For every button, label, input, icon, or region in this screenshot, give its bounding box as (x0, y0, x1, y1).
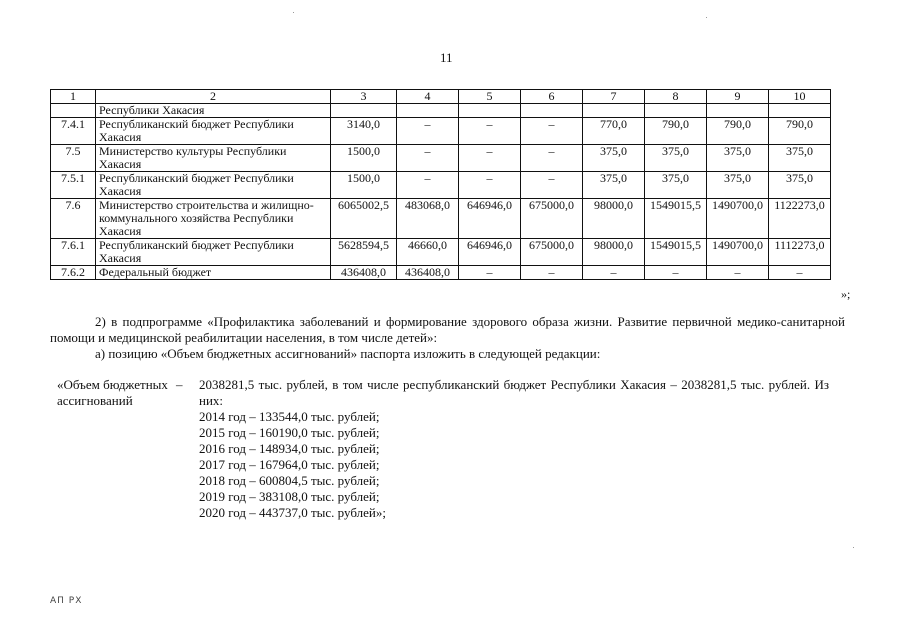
value-cell (397, 104, 459, 118)
paragraph-passport-position: а) позицию «Объем бюджетных ассигнований» паспорта изложить в следующей редакции: (95, 346, 601, 361)
row-code: 7.5 (51, 145, 96, 172)
scan-speck (293, 12, 294, 13)
table-row (51, 145, 831, 172)
footer-stamp: АП РХ (50, 596, 83, 606)
value-cell: 1490700,0 (707, 199, 769, 239)
value-cell: 375,0 (769, 172, 831, 199)
value-cell: 98000,0 (583, 239, 645, 266)
table-body (51, 90, 831, 280)
row-name: Республиканский бюджет Республики Хакасия (96, 239, 331, 266)
value-cell (583, 104, 645, 118)
value-cell (707, 104, 769, 118)
row-code (51, 104, 96, 118)
header-cell: 7 (583, 90, 645, 104)
row-name: Федеральный бюджет (96, 266, 331, 280)
row-name: Министерство культуры Республики Хакасия (96, 145, 331, 172)
value-cell: – (521, 172, 583, 199)
row-name: Республики Хакасия (96, 104, 331, 118)
value-cell: 375,0 (583, 172, 645, 199)
value-cell: 1490700,0 (707, 239, 769, 266)
value-cell: – (397, 118, 459, 145)
value-cell: 790,0 (769, 118, 831, 145)
value-cell: 375,0 (707, 172, 769, 199)
passport-text: 2038281,5 тыс. рублей, в том числе республиканский бюджет Республики Хакасия – 2038281,5 тыс. рублей. Из них: (199, 377, 829, 408)
value-cell: 375,0 (707, 145, 769, 172)
value-cell: 1549015,5 (645, 239, 707, 266)
header-cell: 9 (707, 90, 769, 104)
value-cell: – (521, 145, 583, 172)
value-cell: – (521, 118, 583, 145)
value-cell: 375,0 (645, 145, 707, 172)
year-line: 2015 год – 160190,0 тыс. рублей; (199, 425, 380, 440)
value-cell: 1112273,0 (769, 239, 831, 266)
row-name: Министерство строительства и жилищно-коммунального хозяйства Республики Хакасия (96, 199, 331, 239)
value-cell: 675000,0 (521, 199, 583, 239)
header-cell: 2 (96, 90, 331, 104)
value-cell (331, 104, 397, 118)
row-code: 7.5.1 (51, 172, 96, 199)
header-cell: 1 (51, 90, 96, 104)
row-code: 7.6.1 (51, 239, 96, 266)
value-cell: – (459, 118, 521, 145)
table-row (51, 104, 831, 118)
value-cell: 646946,0 (459, 199, 521, 239)
value-cell: – (707, 266, 769, 280)
budget-table (50, 89, 831, 280)
value-cell: – (521, 266, 583, 280)
value-cell: 436408,0 (397, 266, 459, 280)
value-cell: 5628594,5 (331, 239, 397, 266)
header-cell: 10 (769, 90, 831, 104)
value-cell (521, 104, 583, 118)
year-line: 2017 год – 167964,0 тыс. рублей; (199, 457, 380, 472)
value-cell: 1500,0 (331, 172, 397, 199)
header-cell: 6 (521, 90, 583, 104)
header-cell: 4 (397, 90, 459, 104)
value-cell: 375,0 (769, 145, 831, 172)
page-number: 11 (440, 50, 453, 65)
value-cell: 46660,0 (397, 239, 459, 266)
value-cell: 790,0 (707, 118, 769, 145)
table-row (51, 266, 831, 280)
year-line: 2020 год – 443737,0 тыс. рублей»; (199, 505, 386, 520)
value-cell: 3140,0 (331, 118, 397, 145)
header-cell: 5 (459, 90, 521, 104)
value-cell: – (459, 145, 521, 172)
scan-speck (853, 547, 854, 548)
row-code: 7.6.2 (51, 266, 96, 280)
value-cell: 770,0 (583, 118, 645, 145)
value-cell: 1549015,5 (645, 199, 707, 239)
year-line: 2016 год – 148934,0 тыс. рублей; (199, 441, 380, 456)
value-cell: 1500,0 (331, 145, 397, 172)
value-cell: 375,0 (645, 172, 707, 199)
table-row (51, 118, 831, 145)
year-list (199, 409, 386, 521)
value-cell: 436408,0 (331, 266, 397, 280)
value-cell: – (583, 266, 645, 280)
year-line: 2019 год – 383108,0 тыс. рублей; (199, 489, 380, 504)
value-cell: 98000,0 (583, 199, 645, 239)
value-cell: 790,0 (645, 118, 707, 145)
table-header-row (51, 90, 831, 104)
value-cell (645, 104, 707, 118)
passport-label: «Объем бюджетных ассигнований (57, 377, 168, 408)
table-row (51, 172, 831, 199)
value-cell: 1122273,0 (769, 199, 831, 239)
table-row (51, 199, 831, 239)
scan-speck (706, 17, 707, 18)
row-name: Республиканский бюджет Республики Хакасия (96, 172, 331, 199)
header-cell: 3 (331, 90, 397, 104)
value-cell: 375,0 (583, 145, 645, 172)
table-row (51, 239, 831, 266)
value-cell: 675000,0 (521, 239, 583, 266)
value-cell (769, 104, 831, 118)
year-line: 2018 год – 600804,5 тыс. рублей; (199, 473, 380, 488)
value-cell: – (459, 266, 521, 280)
year-line: 2014 год – 133544,0 тыс. рублей; (199, 409, 380, 424)
value-cell: 6065002,5 (331, 199, 397, 239)
value-cell: – (459, 172, 521, 199)
value-cell: – (397, 145, 459, 172)
paragraph-subprogram: 2) в подпрограмме «Профилактика заболеваний и формирование здорового образа жизни. Развитие первичной медико-санитарной помощи и медицинской реабилитации населения, в том числе детей»: (50, 314, 845, 345)
row-name: Республиканский бюджет Республики Хакасия (96, 118, 331, 145)
closing-quote: »; (841, 287, 851, 301)
value-cell: – (645, 266, 707, 280)
row-code: 7.4.1 (51, 118, 96, 145)
header-cell: 8 (645, 90, 707, 104)
row-code: 7.6 (51, 199, 96, 239)
passport-dash: – (176, 377, 183, 392)
value-cell: 646946,0 (459, 239, 521, 266)
value-cell (459, 104, 521, 118)
value-cell: – (769, 266, 831, 280)
value-cell: 483068,0 (397, 199, 459, 239)
value-cell: – (397, 172, 459, 199)
